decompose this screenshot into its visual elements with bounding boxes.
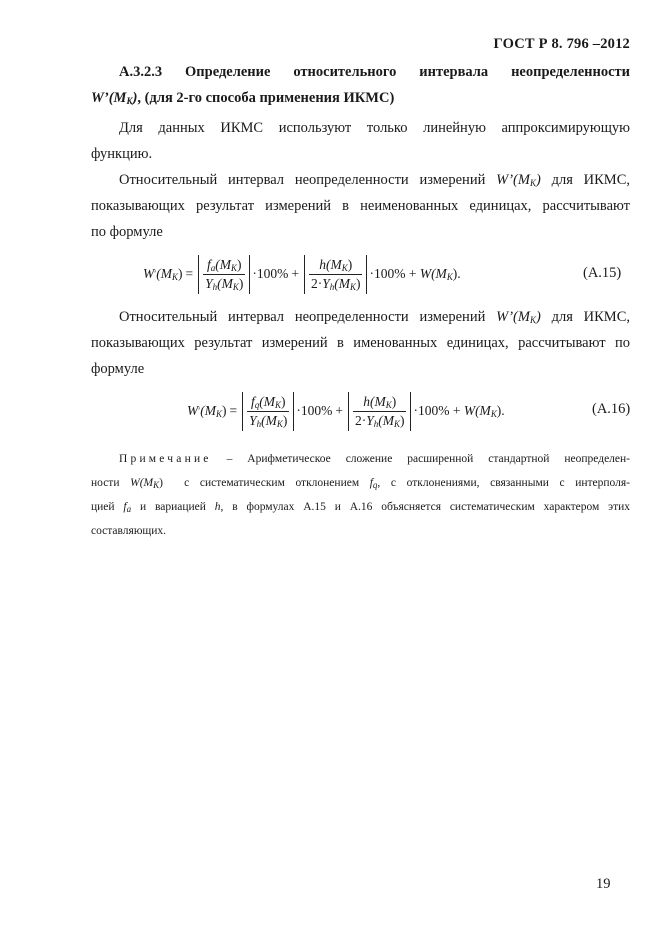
- formula-a16-abs-term1: $\frac{f_q(M_К)}{Y_h(M_К)}$: [242, 392, 294, 431]
- formula-a16-abs-term2: $\frac{h(M_К)}{2\cdot Y_h(M_К)}$: [348, 392, 412, 431]
- note-line1: Примечание – Арифметическое сложение расширенной стандартной неопределен-: [119, 453, 631, 465]
- para3-line2: показывающих результат измерений в именованных единицах, рассчитывают по: [91, 335, 630, 351]
- formula-a15: W ′ ($M_К$ ) = $\frac{f_a(M_К)}{Y_h(M_К)}$ ·100% + $\frac{h(M_К)}{2\cdot Y_h(M_К)}$ ·100% + W ($M_К$ ).: [143, 256, 461, 292]
- document-header: ГОСТ Р 8. 796 –2012: [493, 36, 630, 52]
- para3-symbol: $W’(M_К)$: [496, 309, 541, 325]
- note-line2: ности $W(M_К)$ с систематическим отклонением $f_q$, с отклонениями, связанными с интерполя-: [91, 477, 630, 490]
- formula-a15-label: (А.15): [583, 265, 622, 281]
- para3-line1: Относительный интервал неопределенности измерений $W’(M_К)$ для ИКМС,: [119, 309, 631, 325]
- note-line3: цией $f_a$ и вариацией h, в формулах А.15 и А.16 объясняется систематическим характером этих: [91, 501, 631, 514]
- formula-a15-abs-term1: $\frac{f_a(M_К)}{Y_h(M_К)}$: [198, 255, 250, 294]
- para2-line2: показывающих результат измерений в неименованных единицах, рассчитывают: [91, 198, 630, 214]
- para1-line1: Для данных ИКМС используют только линейную аппроксимирующую: [119, 120, 630, 136]
- section-title-rest: , (для 2-го способа применения ИКМС): [137, 90, 395, 106]
- note-label: Примечание: [119, 453, 212, 465]
- formula-a16: W ′ ($M_К$ ) = $\frac{f_q(M_К)}{Y_h(M_К)}$ ·100% + $\frac{h(M_К)}{2\cdot Y_h(M_К)}$ ·100% + W ($M_К$ ).: [187, 393, 505, 429]
- para2-line1: Относительный интервал неопределенности измерений $W’(M_К)$ для ИКМС,: [119, 172, 631, 188]
- para1-line2: функцию.: [91, 146, 153, 162]
- para2-symbol: $W’(M_К)$: [496, 172, 541, 188]
- formula-a16-label: (А.16): [592, 401, 631, 417]
- section-symbol: $W’(M_К)$: [91, 90, 138, 106]
- note-line4: составляющих.: [91, 525, 167, 537]
- para3-line3: формуле: [91, 361, 145, 377]
- section-number: А.3.2.3: [119, 64, 163, 80]
- section-heading-line2: [91, 85, 630, 111]
- page-number: 19: [596, 876, 611, 892]
- formula-a15-abs-term2: $\frac{h(M_К)}{2\cdot Y_h(M_К)}$: [304, 255, 368, 294]
- para2-line3: по формуле: [91, 224, 163, 240]
- section-title: Определение относительного интервала неопределенности: [185, 64, 630, 80]
- section-heading-line1: [91, 59, 630, 85]
